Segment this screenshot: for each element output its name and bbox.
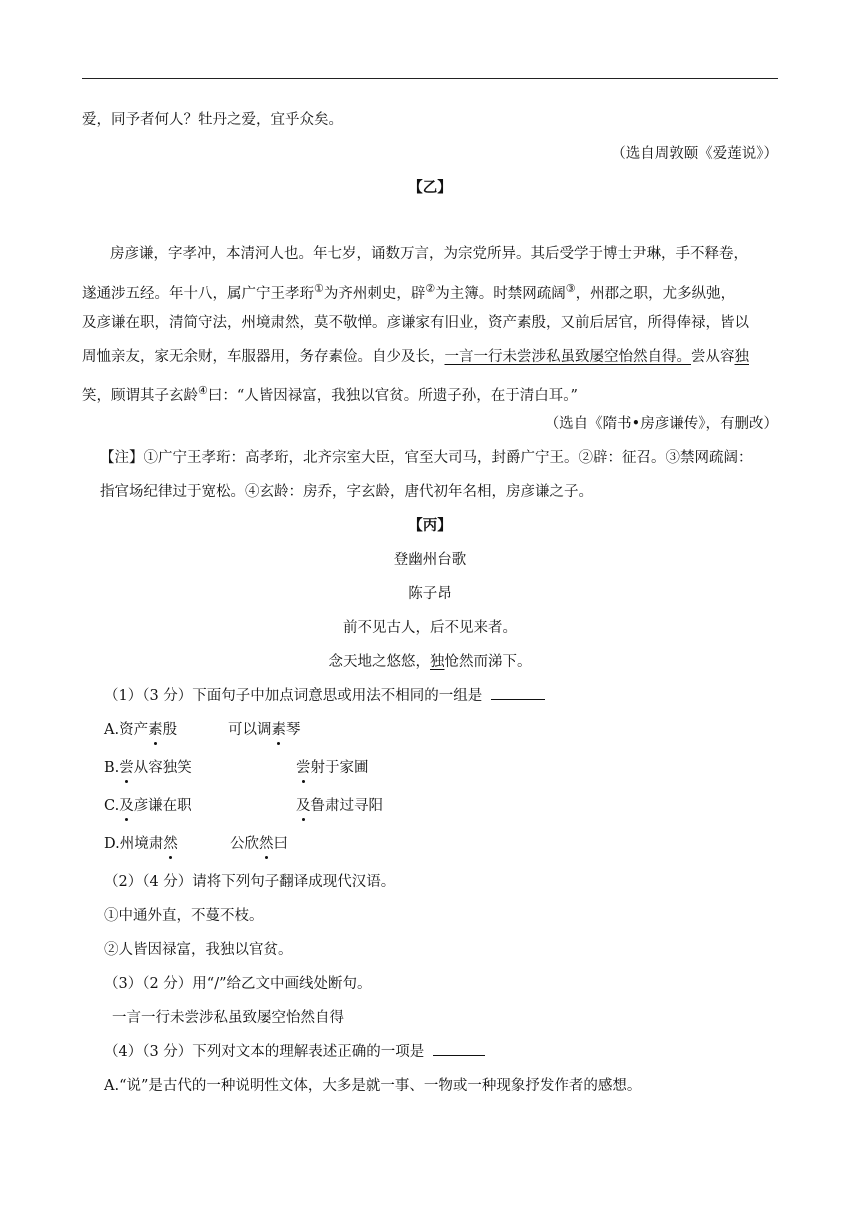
option-text: 琴: [286, 722, 301, 738]
yi-text: 遂通涉五经。年十八，属广宁王孝珩: [82, 285, 314, 302]
option-text: C.: [104, 798, 120, 814]
yi-text: 为主簿。时禁网疏阔: [435, 285, 566, 302]
dotted-word: 素: [271, 722, 286, 738]
yi-text: 为齐州刺史，辟: [323, 285, 426, 302]
q4-stem: [104, 1042, 485, 1062]
yi-header: 【乙】: [408, 179, 452, 196]
yi-text: ，州郡之职，尤多纵弛，: [575, 285, 736, 302]
jia-source: （选自周敦颐《爱莲说》）: [611, 146, 778, 162]
dotted-word: 尝: [296, 760, 311, 776]
q1-option-c-compare: [296, 796, 383, 816]
q1-option-d: [104, 834, 178, 854]
poem-title: 登幽州台歌: [393, 552, 467, 568]
option-text: A.资产: [104, 722, 149, 738]
note-mark-4: ④: [198, 384, 208, 397]
dotted-word: 及: [119, 798, 134, 814]
note-mark-3: ③: [565, 282, 576, 295]
q3-passage: 一言一行未尝涉私虽致屡空怡然自得: [112, 1010, 344, 1026]
poem-line-2: [82, 652, 778, 672]
dotted-word: 然: [259, 836, 274, 852]
poem-text: 怆然而涕下。: [444, 654, 532, 670]
q3-stem: （3）（2 分）用“/”给乙文中画线处断句。: [104, 976, 372, 992]
option-text: B.: [104, 760, 120, 776]
yi-source: （选自《隋书•房彦谦传》，有删改）: [544, 416, 778, 432]
yi-line-1: 房彦谦，字孝冲，本清河人也。年七岁，诵数万言，为宗党所异。其后受学于博士尹琳，手不释卷，: [110, 246, 748, 262]
underlined-passage: 一言一行未尝涉私虽致屡空怡然自得。: [444, 349, 691, 365]
poem-author: 陈子昂: [408, 586, 452, 602]
yi-line-4: [82, 347, 749, 367]
q1-option-a-compare: [228, 720, 301, 740]
q1-option-d-compare: [230, 834, 288, 854]
q2-sentence-1: ①中通外直，不蔓不枝。: [104, 908, 264, 924]
q2-sentence-2: ②人皆因禄富，我独以官贫。: [104, 942, 293, 958]
option-text: 公欣: [230, 836, 259, 852]
q4-stem-text: （4）（3 分）下列对文本的理解表述正确的一项是: [104, 1044, 425, 1060]
option-text: 殷: [162, 722, 178, 738]
poem-line-1: 前不见古人，后不见来者。: [343, 620, 517, 636]
yi-text: 尝从容: [691, 349, 735, 365]
poem-text: 念天地之悠悠，: [328, 654, 430, 670]
option-text: 从容独笑: [133, 760, 192, 776]
yi-text: 周恤亲友，家无余财，车服器用，务存素俭。自少及长，: [82, 349, 445, 365]
q1-stem: [104, 686, 545, 706]
q1-answer-blank[interactable]: [491, 687, 545, 700]
header-rule: [82, 78, 778, 79]
q1-option-b: [104, 758, 192, 778]
underlined-word-du: 独: [430, 654, 445, 670]
dotted-word: 尝: [119, 760, 134, 776]
bing-header: 【丙】: [408, 517, 452, 534]
q1-option-a: [104, 720, 177, 740]
q2-stem: （2）（4 分）请将下列句子翻译成现代汉语。: [104, 874, 396, 890]
dotted-word: 及: [296, 798, 311, 814]
option-text: 鲁肃过寻阳: [310, 798, 383, 814]
note-mark-2: ②: [425, 282, 436, 295]
q1-option-b-compare: [296, 758, 369, 778]
notes-line-2: 指官场纪律过于宽松。④玄龄：房乔，字玄龄，唐代初年名相，房彦谦之子。: [100, 484, 593, 500]
yi-line-5: [82, 381, 578, 406]
option-text: D.州境肃: [104, 836, 164, 852]
q1-stem-text: （1）（3 分）下面句子中加点词意思或用法不相同的一组是: [104, 688, 483, 704]
option-text: 曰: [273, 836, 288, 852]
q1-option-c: [104, 796, 192, 816]
underlined-word-du: 独: [734, 349, 749, 365]
q4-option-a: A.“说”是古代的一种说明性文体，大多是就一事、一物或一种现象抒发作者的感想。: [104, 1078, 642, 1094]
option-text: 彦谦在职: [133, 798, 192, 814]
notes-line-1: 【注】①广宁王孝珩：高孝珩，北齐宗室大臣，官至大司马，封爵广宁王。②辟：征召。③禁网疏阔：: [100, 450, 753, 466]
option-text: 射于家圃: [310, 760, 369, 776]
yi-line-2: [82, 279, 735, 304]
yi-text: 笑，顾谓其子玄龄: [82, 387, 198, 404]
dotted-word: 素: [148, 722, 163, 738]
jia-tail-text: 爱，同予者何人？牡丹之爱，宜乎众矣。: [82, 112, 343, 128]
option-text: 可以调: [228, 722, 272, 738]
q4-answer-blank[interactable]: [433, 1043, 485, 1056]
yi-text: 曰：“人皆因禄富，我独以官贫。所遗子孙，在于清白耳。”: [207, 387, 578, 404]
yi-line-3: 及彦谦在职，清简守法，州境肃然，莫不敬惮。彦谦家有旧业，资产素殷，又前后居官，所得俸禄，皆以: [82, 315, 749, 331]
dotted-word: 然: [163, 836, 178, 852]
note-mark-1: ①: [314, 282, 324, 295]
